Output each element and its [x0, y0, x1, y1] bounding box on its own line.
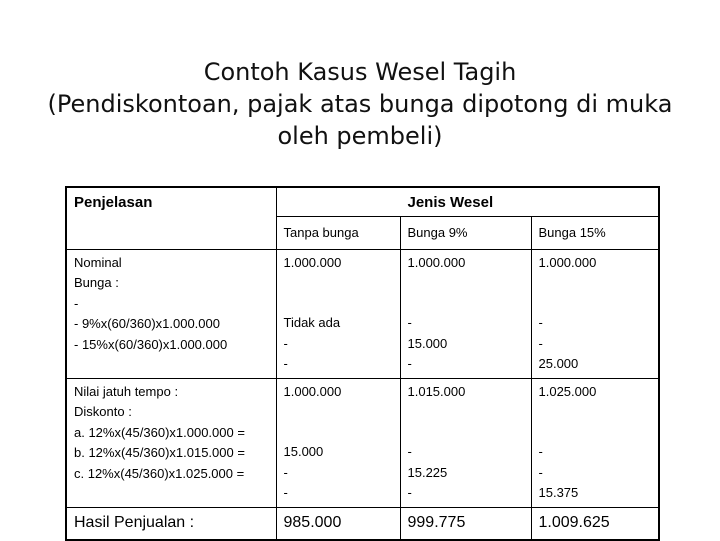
row2-label: Nilai jatuh tempo : Diskonto : a. 12%x(45/360)x1.000.000 = b. 12%x(45/360)x1.015.000 = c. 12%x(45/360)x1.025.000 =	[66, 378, 276, 507]
total-bunga-9: 999.775	[400, 507, 531, 540]
table-row-nominal	[66, 249, 659, 378]
row1-tanpa-bunga: 1.000.000 Tidak ada - -	[276, 249, 400, 378]
page-title	[40, 56, 680, 152]
total-bunga-15: 1.009.625	[531, 507, 659, 540]
header-tanpa-bunga: Tanpa bunga	[276, 217, 400, 250]
header-jenis-wesel: Jenis Wesel	[276, 187, 659, 217]
title-line-3: oleh pembeli)	[277, 122, 443, 150]
title-line-1: Contoh Kasus Wesel Tagih	[203, 58, 517, 86]
total-label: Hasil Penjualan :	[66, 507, 276, 540]
table-row-jatuh-tempo	[66, 378, 659, 507]
row2-bunga-15: 1.025.000 - - 15.375	[531, 378, 659, 507]
header-penjelasan: Penjelasan	[66, 187, 276, 249]
title-line-2: (Pendiskontoan, pajak atas bunga dipotong di muka	[47, 90, 673, 118]
total-tanpa-bunga: 985.000	[276, 507, 400, 540]
wesel-table	[65, 186, 660, 541]
row2-bunga-9: 1.015.000 - 15.225 -	[400, 378, 531, 507]
header-bunga-15: Bunga 15%	[531, 217, 659, 250]
header-row	[66, 187, 659, 217]
row1-label: Nominal Bunga : - - 9%x(60/360)x1.000.000 - 15%x(60/360)x1.000.000	[66, 249, 276, 378]
row1-bunga-9: 1.000.000 - 15.000 -	[400, 249, 531, 378]
table-row-hasil-penjualan	[66, 507, 659, 540]
row1-bunga-15: 1.000.000 - - 25.000	[531, 249, 659, 378]
row2-tanpa-bunga: 1.000.000 15.000 - -	[276, 378, 400, 507]
header-bunga-9: Bunga 9%	[400, 217, 531, 250]
